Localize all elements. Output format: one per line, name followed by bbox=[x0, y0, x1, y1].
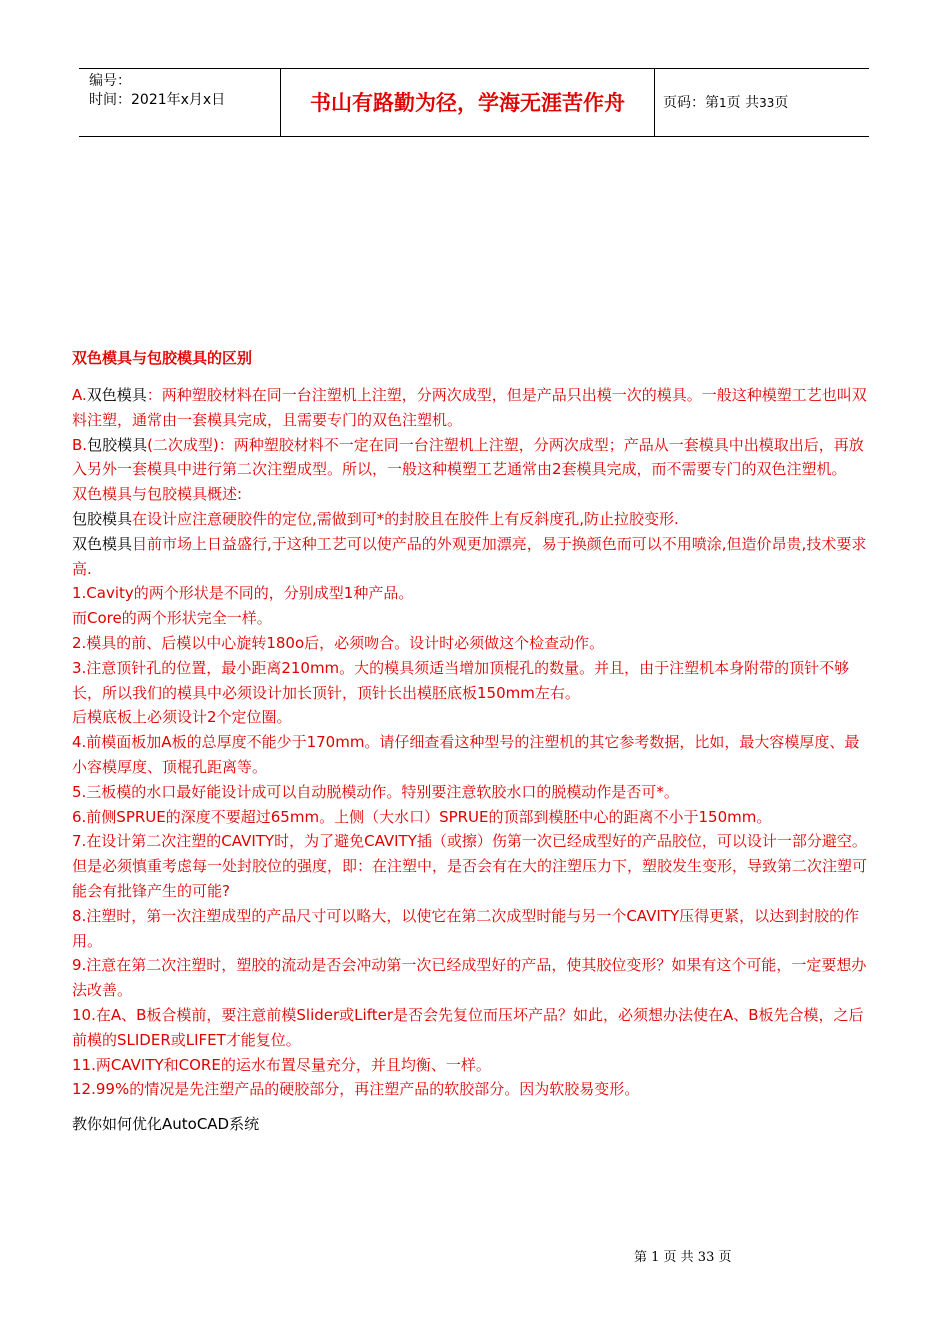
paragraph-a-term: 双色模具 bbox=[86, 386, 147, 404]
paragraph-b-text: (二次成型)：两种塑胶材料不一定在同一台注塑机上注塑，分两次成型；产品从一套模具中出模取出后，再放入另外一套模具中进行第二次注塑成型。所以，一般这种模塑工艺通常由2套模具完成，而不需要专门的双色注塑机。 bbox=[72, 435, 864, 479]
paragraph-b-term: 包胶模具 bbox=[87, 435, 148, 454]
list-item-1b: 而Core的两个形状完全一样。 bbox=[72, 609, 272, 628]
header-right-cell bbox=[654, 69, 869, 136]
list-item-8: 8.注塑时，第一次注塑成型的产品尺寸可以略大，以使它在第二次成型时能与另一个CAVITY压得更紧，以达到封胶的作用。 bbox=[72, 906, 860, 950]
list-item-11: 11.两CAVITY和CORE的运水布置尽量充分，并且均衡、一样。 bbox=[72, 1055, 491, 1074]
paragraph-d bbox=[72, 532, 872, 582]
paragraph-a-text: ：两种塑胶材料在同一台注塑机上注塑，分两次成型，但是产品只出模一次的模具。一般这种模塑工艺也叫双料注塑，通常由一套模具完成，且需要专门的双色注塑机。 bbox=[72, 386, 867, 429]
page-mid: 页 共 bbox=[726, 95, 760, 111]
paragraph-d-text: 目前市场上日益盛行,于这种工艺可以使产品的外观更加漂亮，易于换颜色而可以不用喷涂,但造价昂贵,技术要求高. bbox=[72, 534, 867, 578]
page-total: 33 bbox=[759, 96, 775, 110]
page-suffix: 页 bbox=[774, 95, 789, 111]
overview-heading: 双色模具与包胶模具概述: bbox=[72, 485, 243, 504]
page-prefix: 页码：第 bbox=[663, 95, 719, 111]
header-center-cell bbox=[280, 69, 655, 136]
list-item-12: 12.99%的情况是先注塑产品的硬胶部分，再注塑产品的软胶部分。因为软胶易变形。 bbox=[72, 1080, 640, 1099]
paragraph-c-term: 包胶模具 bbox=[72, 509, 133, 528]
list-item-4: 4.前模面板加A板的总厚度不能少于170mm。请仔细查看这种型号的注塑机的其它参考数据，比如，最大容模厚度、最小容模厚度、顶棍孔距离等。 bbox=[72, 733, 860, 776]
page-code bbox=[663, 93, 788, 113]
list-item-3: 3.注意顶针孔的位置，最小距离210mm。大的模具须适当增加顶棍孔的数量。并且，由于注塑机本身附带的顶针不够长，所以我们的模具中必须设计加长顶针，顶针长出模胚底板150mm左右。 bbox=[72, 658, 850, 702]
page-current: 1 bbox=[719, 96, 727, 110]
list-item-3b: 后模底板上必须设计2个定位圈。 bbox=[72, 708, 292, 727]
list-item-1: 1.Cavity的两个形状是不同的，分别成型1种产品。 bbox=[72, 584, 414, 603]
paragraph-d-term: 双色模具 bbox=[72, 534, 133, 553]
paragraph-c-text: 在设计应注意硬胶件的定位,需做到可*的封胶且在胶件上有反斜度孔,防止拉胶变形. bbox=[132, 509, 679, 528]
list-item-10: 10.在A、B板合模前，要注意前模Slider或Lifter是否会先复位而压坏产品？如此，必须想办法使在A、B板先合模，之后前模的SLIDER或LIFET才能复位。 bbox=[72, 1005, 864, 1049]
header-motto: 书山有路勤为径，学海无涯苦作舟 bbox=[310, 90, 625, 115]
paragraph-a bbox=[72, 383, 872, 433]
paragraph-a-prefix: A. bbox=[72, 386, 87, 404]
paragraph-c bbox=[72, 507, 872, 532]
list-item-7: 7.在设计第二次注塑的CAVITY时，为了避免CAVITY插（或擦）伤第一次已经成型好的产品胶位，可以设计一部分避空。但是必须慎重考虑每一处封胶位的强度，即：在注塑中，是否会有在大的注塑压力下，塑胶发生变形，导致第二次注塑可能会有批锋产生的可能? bbox=[72, 832, 868, 900]
page-footer: 第 1 页 共 33 页 bbox=[634, 1250, 732, 1265]
list-item-6: 6.前侧SPRUE的深度不要超过65mm。上侧（大水口）SPRUE的顶部到模胚中心的距离不小于150mm。 bbox=[72, 807, 772, 826]
list-item-9: 9.注意在第二次注塑时，塑胶的流动是否会冲动第一次已经成型好的产品，使其胶位变形？如果有这个可能，一定要想办法改善。 bbox=[72, 956, 867, 1000]
number-label: 编号： bbox=[89, 73, 131, 89]
list-item-5: 5.三板模的水口最好能设计成可以自动脱模动作。特别要注意软胶水口的脱模动作是否可*。 bbox=[72, 782, 679, 801]
header-left-cell bbox=[79, 69, 280, 136]
document-body bbox=[72, 347, 872, 1137]
document-header bbox=[79, 68, 869, 137]
list-item-2: 2.模具的前、后模以中心旋转180o后，必须吻合。设计时必须做这个检查动作。 bbox=[72, 633, 605, 652]
document-title: 双色模具与包胶模具的区别 bbox=[72, 349, 253, 367]
time-label: 时间：2021年x月x日 bbox=[89, 92, 226, 108]
paragraph-b bbox=[72, 433, 872, 483]
closing-line: 教你如何优化AutoCAD系统 bbox=[72, 1115, 260, 1134]
paragraph-b-prefix: B. bbox=[72, 435, 88, 454]
